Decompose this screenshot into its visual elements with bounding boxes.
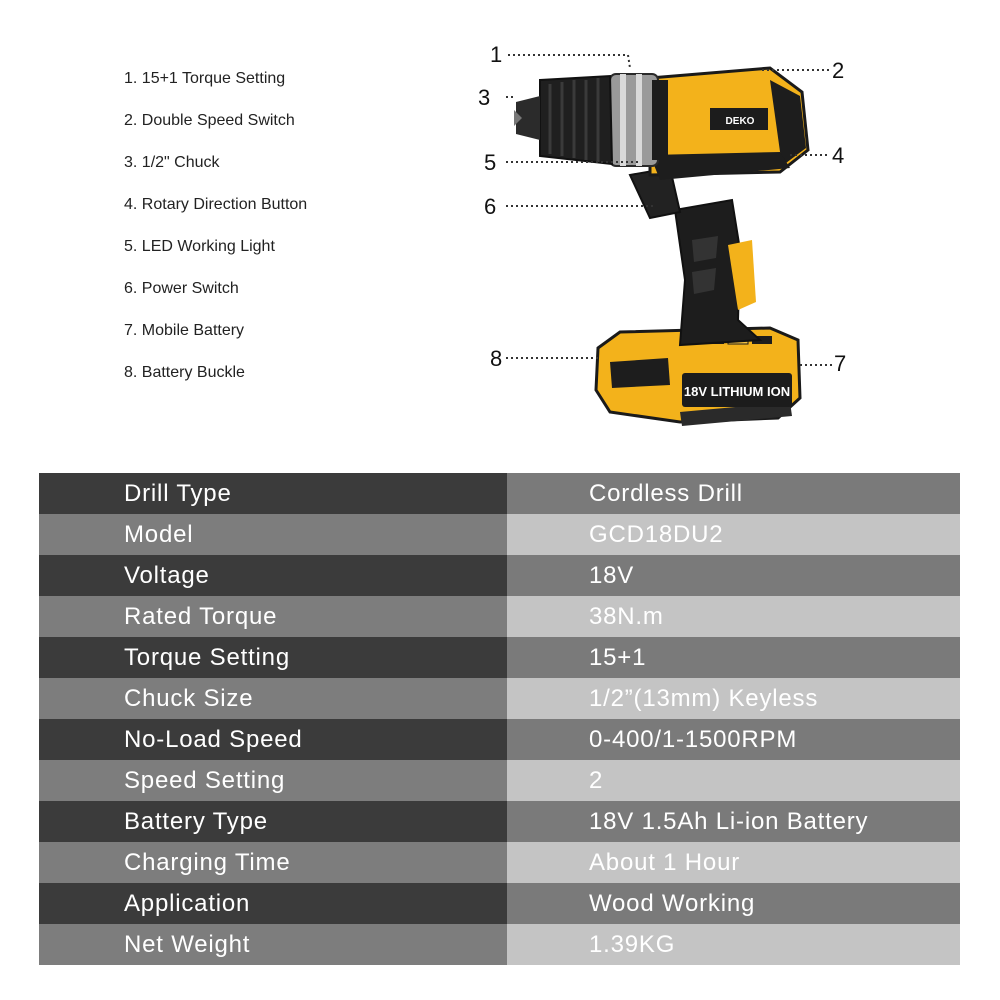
spec-key: Application (39, 883, 507, 924)
feature-item: 3. 1/2" Chuck (124, 154, 220, 171)
spec-value: GCD18DU2 (507, 514, 960, 555)
feature-item: 2. Double Speed Switch (124, 112, 295, 129)
table-row (39, 596, 960, 637)
feature-item: 5. LED Working Light (124, 238, 275, 255)
spec-value: 18V (507, 555, 960, 596)
feature-item: 1. 15+1 Torque Setting (124, 70, 286, 87)
callout-1: 1 (490, 42, 503, 67)
spec-value: 15+1 (507, 637, 960, 678)
spec-key: No-Load Speed (39, 719, 507, 760)
spec-key: Torque Setting (39, 637, 507, 678)
drill-diagram (470, 40, 870, 440)
table-row (39, 473, 960, 514)
table-row (39, 678, 960, 719)
spec-key: Model (39, 514, 507, 555)
table-row (39, 637, 960, 678)
table-row (39, 801, 960, 842)
spec-key: Battery Type (39, 801, 507, 842)
callout-6: 6 (484, 194, 497, 219)
spec-value: 1.39KG (507, 924, 960, 965)
spec-value: 38N.m (507, 596, 960, 637)
spec-key: Chuck Size (39, 678, 507, 719)
spec-key: Net Weight (39, 924, 507, 965)
table-row (39, 924, 960, 965)
spec-key: Charging Time (39, 842, 507, 883)
battery-label: 18V LITHIUM ION (683, 384, 791, 399)
callout-lines (470, 40, 870, 440)
spec-value: 0-400/1-1500RPM (507, 719, 960, 760)
spec-key: Rated Torque (39, 596, 507, 637)
table-row (39, 842, 960, 883)
spec-value: 2 (507, 760, 960, 801)
table-row (39, 555, 960, 596)
callout-7: 7 (834, 351, 847, 376)
feature-item: 8. Battery Buckle (124, 364, 245, 381)
callout-4: 4 (832, 143, 845, 168)
feature-item: 6. Power Switch (124, 280, 239, 297)
callout-2: 2 (832, 58, 845, 83)
table-row (39, 719, 960, 760)
spec-key: Drill Type (39, 473, 507, 514)
spec-table (39, 473, 960, 965)
brand-logo: DEKO (725, 116, 755, 127)
spec-value: 1/2”(13mm) Keyless (507, 678, 960, 719)
spec-value: Wood Working (507, 883, 960, 924)
spec-key: Voltage (39, 555, 507, 596)
callout-5: 5 (484, 150, 497, 175)
callout-3: 3 (478, 85, 491, 110)
feature-item: 4. Rotary Direction Button (124, 196, 308, 213)
table-row (39, 883, 960, 924)
table-row (39, 514, 960, 555)
callout-8: 8 (490, 346, 503, 371)
feature-item: 7. Mobile Battery (124, 322, 245, 339)
spec-key: Speed Setting (39, 760, 507, 801)
spec-value: 18V 1.5Ah Li-ion Battery (507, 801, 960, 842)
feature-list (124, 66, 444, 402)
table-row (39, 760, 960, 801)
spec-value: About 1 Hour (507, 842, 960, 883)
spec-value: Cordless Drill (507, 473, 960, 514)
